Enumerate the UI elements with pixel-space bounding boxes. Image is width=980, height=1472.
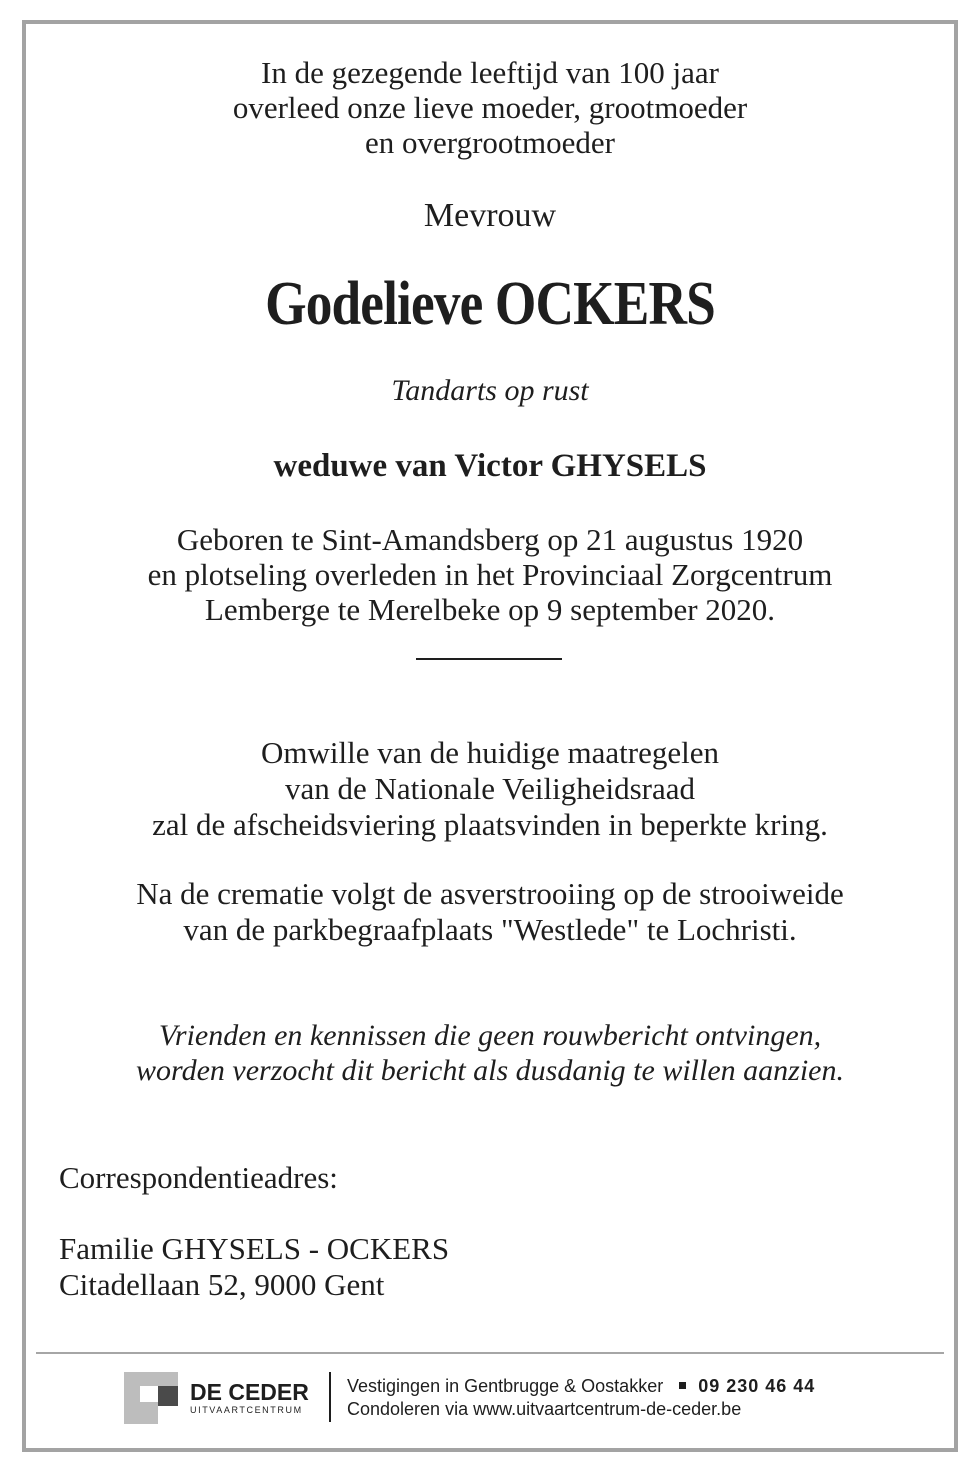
- intro-text: [24, 55, 956, 160]
- salutation: Mevrouw: [423, 197, 557, 234]
- logo-name: DE CEDER: [190, 1379, 309, 1405]
- ceremony-line: Na de crematie volgt de asverstrooiing op de strooiweide: [136, 876, 844, 911]
- address-line: Citadellaan 52, 9000 Gent: [59, 1267, 385, 1302]
- intro-line: In de gezegende leeftijd van 100 jaar: [261, 55, 719, 90]
- divider: [416, 658, 562, 660]
- intro-line: en overgrootmoeder: [365, 125, 615, 160]
- birth-death-line: Lemberge te Merelbeke op 9 september 2020.: [204, 592, 776, 627]
- birth-death-line: en plotseling overleden in het Provinciaal Zorgcentrum: [147, 557, 833, 592]
- measures-line: Omwille van de huidige maatregelen: [261, 735, 719, 770]
- footer-branches-line: [347, 1375, 815, 1397]
- branches-text: Vestigingen in Gentbrugge & Oostakker: [347, 1376, 664, 1396]
- notice-line: Vrienden en kennissen die geen rouwbericht ontvingen,: [158, 1019, 822, 1052]
- correspondence-label: Correspondentieadres:: [59, 1160, 338, 1195]
- intro-line: overleed onze lieve moeder, grootmoeder: [232, 90, 748, 125]
- correspondence-address: [59, 1231, 449, 1303]
- birth-death-line: Geboren te Sint-Amandsberg op 21 augustus 1920: [176, 522, 804, 557]
- bullet-icon: [679, 1382, 686, 1389]
- measures-text: [24, 735, 956, 843]
- footer-divider: [36, 1352, 944, 1354]
- notice-line: worden verzocht dit bericht als dusdanig te willen aanzien.: [136, 1054, 844, 1087]
- footer-separator: [329, 1372, 331, 1422]
- logo-subtitle: UITVAARTCENTRUM: [190, 1405, 303, 1415]
- ceremony-text: [24, 876, 956, 948]
- measures-line: zal de afscheidsviering plaatsvinden in beperkte kring.: [152, 807, 828, 842]
- deceased-name: Godelieve OCKERS: [265, 270, 715, 338]
- address-line: Familie GHYSELS - OCKERS: [59, 1231, 450, 1266]
- measures-line: van de Nationale Veiligheidsraad: [284, 771, 696, 806]
- notice-text: [24, 1018, 956, 1088]
- spouse-line: weduwe van Victor GHYSELS: [273, 448, 707, 484]
- phone-number[interactable]: 09 230 46 44: [698, 1376, 816, 1396]
- ceremony-line: van de parkbegraafplaats "Westlede" te Lochristi.: [183, 912, 797, 947]
- profession: Tandarts op rust: [391, 374, 589, 407]
- birth-death-text: [24, 522, 956, 627]
- condolences-link[interactable]: Condoleren via www.uitvaartcentrum-de-ceder.be: [347, 1399, 742, 1419]
- de-ceder-logo-icon: [124, 1372, 178, 1424]
